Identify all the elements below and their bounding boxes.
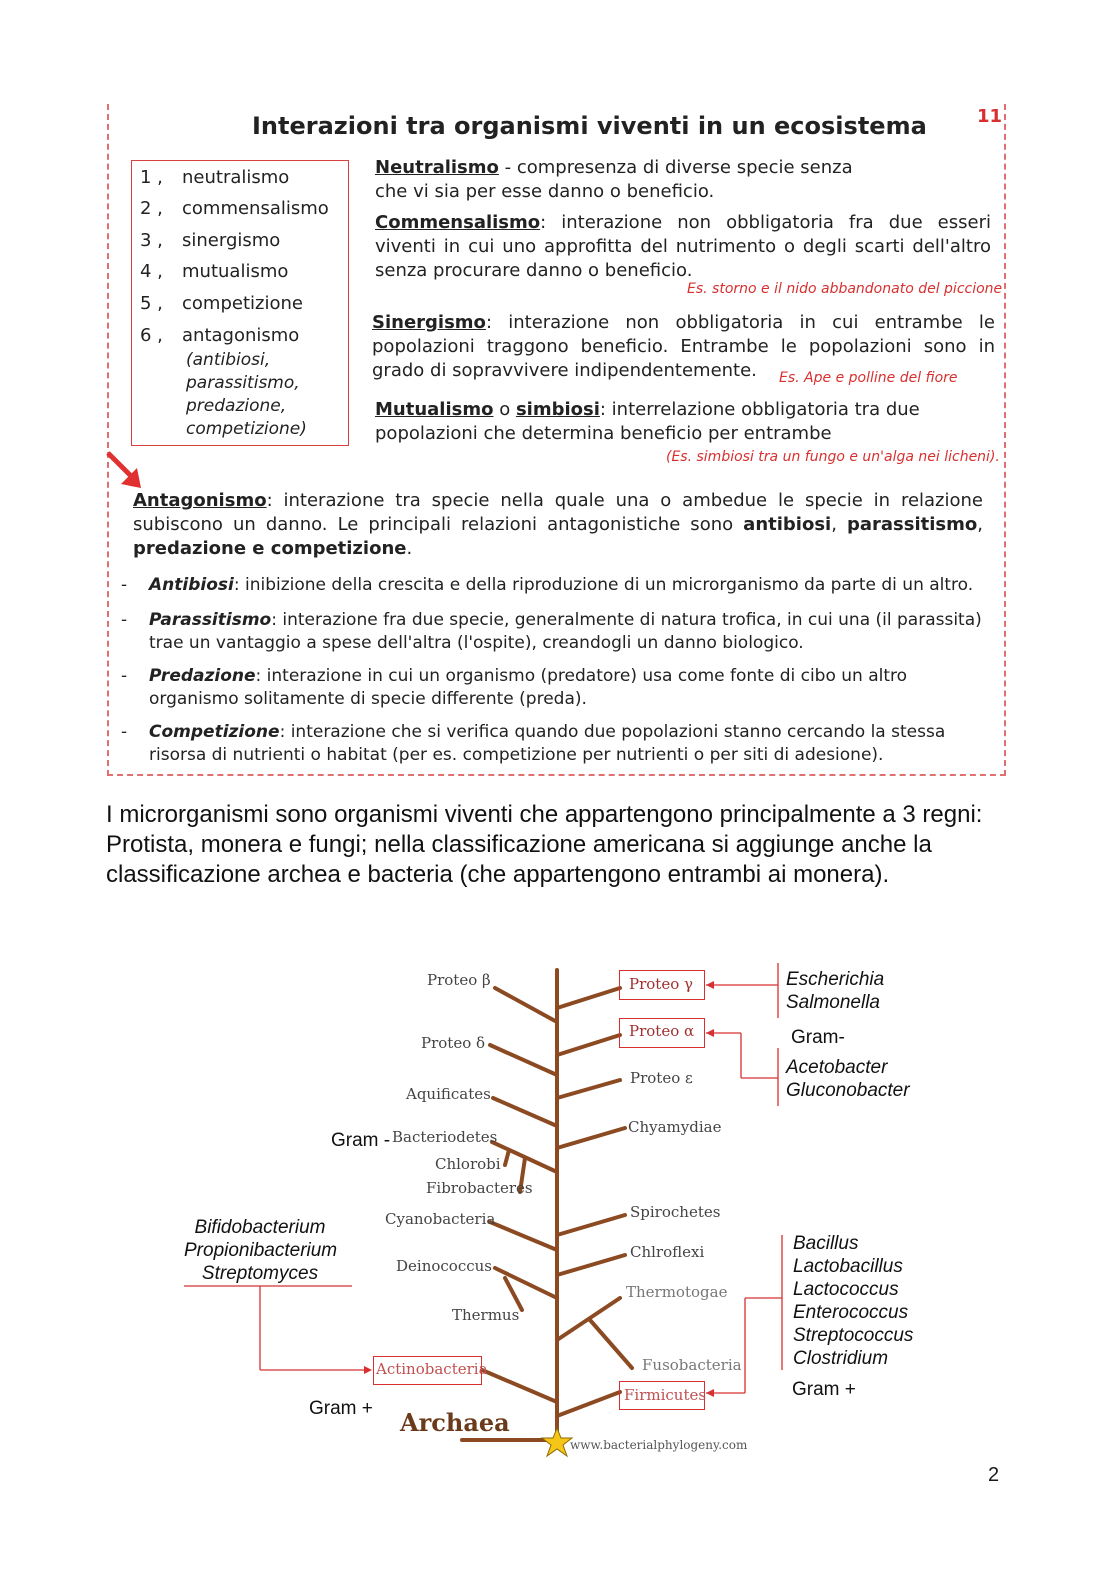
antagonism-sublist: (antibiosi, parassitismo, predazione, competizione) bbox=[186, 350, 307, 439]
tree-label-fibrobacteres: Fibrobacteres bbox=[426, 1179, 533, 1197]
tree-label-firmicutes: Firmicutes bbox=[624, 1386, 707, 1404]
mutualismo-definition: Mutualismo o simbiosi: interrelazione obbligatoria tra due popolazioni che determina beneficio per entrambe bbox=[375, 399, 920, 444]
tree-label-proteo-delta: Proteo δ bbox=[421, 1034, 486, 1052]
tree-label-chlorobi: Chlorobi bbox=[435, 1155, 501, 1173]
list-item: 2 , commensalismo bbox=[140, 198, 329, 219]
group-gram-neg-2: Acetobacter Gluconobacter bbox=[786, 1057, 910, 1101]
tree-label-actinobacteria: Actinobacteria bbox=[376, 1360, 488, 1378]
bullet-parassitismo: Parassitismo: interazione fra due specie, generalmente di natura trofica, in cui una (il parassita) trae un vantaggio a spese dell'altra (l'ospite), creandogli un danno biologico. bbox=[149, 610, 982, 653]
tree-label-fusobacteria: Fusobacteria bbox=[642, 1356, 742, 1374]
bullet-dash: - bbox=[121, 722, 128, 742]
gram-neg-left-label: Gram - bbox=[331, 1130, 391, 1151]
tree-label-proteo-beta: Proteo β bbox=[427, 971, 491, 989]
tree-label-chlroflexi: Chlroflexi bbox=[630, 1243, 705, 1261]
group-gram-neg-1: Escherichia Salmonella bbox=[786, 969, 885, 1013]
tree-watermark: www.bacterialphylogeny.com bbox=[570, 1438, 748, 1452]
group-gram-pos-actino: Bifidobacterium Propionibacterium Streptomyces bbox=[184, 1217, 338, 1284]
tree-label-chyamydiae: Chyamydiae bbox=[628, 1118, 722, 1136]
neutralismo-definition: Neutralismo - compresenza di diverse specie senza che vi sia per esse danno o beneficio. bbox=[375, 157, 853, 202]
slide-number: 11 bbox=[976, 106, 1002, 127]
page-number: 2 bbox=[988, 1464, 1000, 1486]
mutualismo-example: (Es. simbiosi tra un fungo e un'alga nei licheni). bbox=[666, 449, 1000, 465]
gram-pos-right-label: Gram + bbox=[792, 1379, 856, 1400]
bullet-dash: - bbox=[121, 610, 128, 630]
tree-label-thermotogae: Thermotogae bbox=[626, 1283, 728, 1301]
tree-label-archaea: Archaea bbox=[400, 1408, 510, 1437]
tree-label-proteo-epsilon: Proteo ε bbox=[630, 1069, 693, 1087]
tree-label-spirochetes: Spirochetes bbox=[630, 1203, 721, 1221]
tree-label-proteo-gamma: Proteo γ bbox=[629, 975, 693, 993]
tree-label-aquificates: Aquificates bbox=[406, 1085, 491, 1103]
list-item: 5 , competizione bbox=[140, 293, 303, 314]
bullet-competizione: Competizione: interazione che si verifica quando due popolazioni stanno cercando la stessa risorsa di nutrienti o habitat (per es. competizione per nutrienti o per siti di adesione). bbox=[149, 722, 946, 765]
tree-label-cyanobacteria: Cyanobacteria bbox=[385, 1210, 496, 1228]
gram-neg-label: Gram- bbox=[791, 1027, 845, 1048]
list-item: 1 , neutralismo bbox=[140, 167, 290, 188]
list-item: 6 , antagonismo bbox=[140, 325, 300, 346]
sinergismo-definition: Sinergismo: interazione non obbligatoria in cui entrambe le popolazioni traggono beneficio. Entrambe le popolazioni sono in grado di sopravvivere indipendentemente. bbox=[372, 312, 995, 381]
tree-label-bacteriodetes: Bacteriodetes bbox=[392, 1128, 498, 1146]
bullet-dash: - bbox=[121, 666, 128, 686]
sinergismo-example: Es. Ape e polline del fiore bbox=[779, 370, 958, 386]
slide-title: Interazioni tra organismi viventi in un ecosistema bbox=[252, 112, 927, 140]
tree-label-thermus: Thermus bbox=[452, 1306, 520, 1324]
bullet-predazione: Predazione: interazione in cui un organismo (predatore) usa come fonte di cibo un altro organismo solitamente di specie differente (preda). bbox=[149, 666, 908, 709]
bullet-dash: - bbox=[121, 575, 128, 595]
group-gram-pos-firmicutes: Bacillus Lactobacillus Lactococcus Enterococcus Streptococcus Clostridium bbox=[793, 1233, 914, 1369]
root-star-icon bbox=[542, 1428, 572, 1456]
tree-label-deinococcus: Deinococcus bbox=[396, 1257, 492, 1275]
tree-label-proteo-alpha: Proteo α bbox=[629, 1022, 695, 1040]
list-item: 3 , sinergismo bbox=[140, 230, 281, 251]
gram-pos-left-label: Gram + bbox=[309, 1398, 373, 1419]
commensalismo-example: Es. storno e il nido abbandonato del piccione bbox=[687, 281, 1003, 297]
list-item: 4 , mutualismo bbox=[140, 261, 289, 282]
commensalismo-definition: Commensalismo: interazione non obbligatoria fra due esseri viventi in cui uno approfitta del nutrimento o degli scarti dell'altro senza procurare danno o beneficio. bbox=[375, 212, 991, 281]
body-paragraph: I microrganismi sono organismi viventi che appartengono principalmente a 3 regni: Protista, monera e fungi; nella classificazione americana si aggiunge anche la classificazione archea e bacteria (che appartengono entrambi ai monera). bbox=[106, 801, 983, 888]
bullet-antibiosi: Antibiosi: inibizione della crescita e della riproduzione di un microrganismo da parte di un altro. bbox=[149, 575, 974, 595]
antagonismo-definition: Antagonismo: interazione tra specie nella quale una o ambedue le specie in relazione subiscono un danno. Le principali relazioni antagonistiche sono antibiosi, parassitismo, predazione e competizione. bbox=[133, 490, 983, 559]
